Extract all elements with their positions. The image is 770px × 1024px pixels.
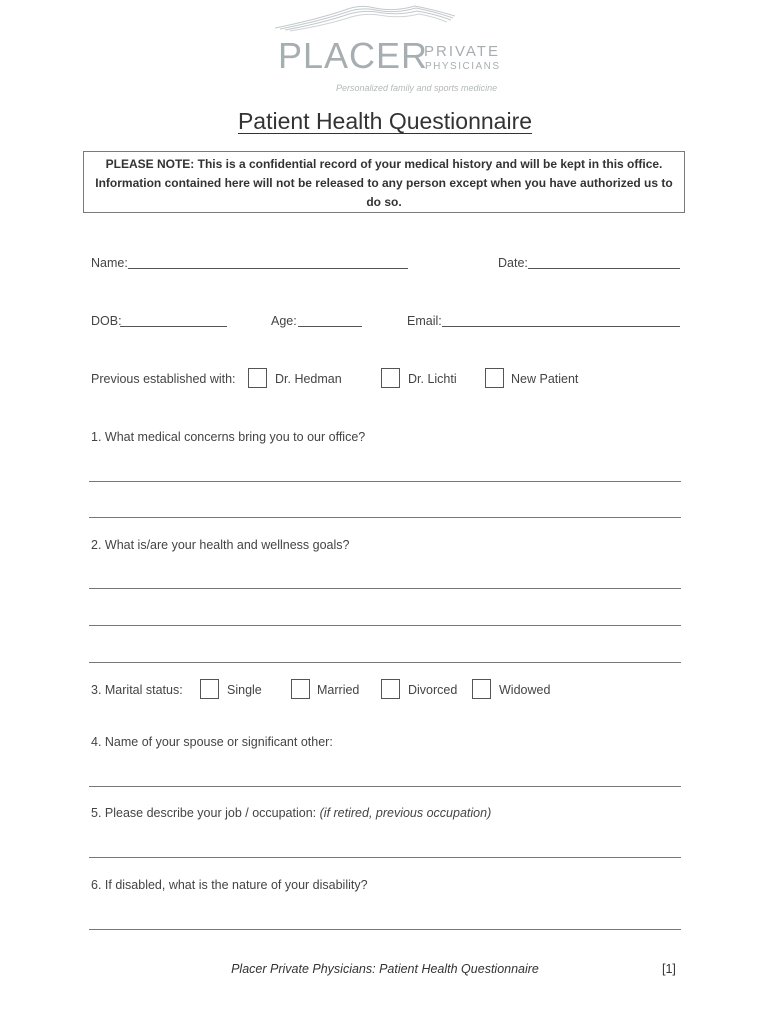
answer-line-q6[interactable]: [89, 929, 681, 930]
dr-hedman-checkbox[interactable]: [248, 368, 267, 388]
page-number: [1]: [662, 962, 676, 976]
new-patient-checkbox[interactable]: [485, 368, 504, 388]
date-label: Date:: [498, 256, 528, 270]
married-label: Married: [317, 683, 360, 697]
widowed-label: Widowed: [499, 683, 551, 697]
age-label: Age:: [271, 314, 297, 328]
answer-line-q2-3[interactable]: [89, 662, 681, 663]
answer-line-q4[interactable]: [89, 786, 681, 787]
answer-line-q5[interactable]: [89, 857, 681, 858]
divorced-label: Divorced: [408, 683, 458, 697]
new-patient-label: New Patient: [511, 372, 579, 386]
name-field[interactable]: [128, 255, 408, 269]
date-field[interactable]: [528, 255, 680, 269]
dob-label: DOB:: [91, 314, 122, 328]
question-4: 4. Name of your spouse or significant other:: [91, 735, 333, 749]
single-checkbox[interactable]: [200, 679, 219, 699]
answer-line-q2-1[interactable]: [89, 588, 681, 589]
age-field[interactable]: [298, 313, 362, 327]
previous-established-label: Previous established with:: [91, 372, 236, 386]
dr-hedman-label: Dr. Hedman: [275, 372, 342, 386]
page-footer: Placer Private Physicians: Patient Health Questionnaire: [231, 962, 539, 976]
email-label: Email:: [407, 314, 442, 328]
dob-field[interactable]: [120, 313, 227, 327]
dr-lichti-label: Dr. Lichti: [408, 372, 457, 386]
logo-tagline: Personalized family and sports medicine: [336, 83, 498, 93]
question-3: 3. Marital status:: [91, 683, 183, 697]
answer-line-q1-1[interactable]: [89, 481, 681, 482]
question-6: 6. If disabled, what is the nature of your disability?: [91, 878, 368, 892]
logo-mountains-graphic: [275, 2, 455, 32]
married-checkbox[interactable]: [291, 679, 310, 699]
question-5-text: 5. Please describe your job / occupation:: [91, 806, 317, 820]
widowed-checkbox[interactable]: [472, 679, 491, 699]
answer-line-q2-2[interactable]: [89, 625, 681, 626]
logo-private-text: PRIVATE: [424, 43, 500, 60]
page-title: Patient Health Questionnaire: [237, 108, 533, 134]
question-5-hint: (if retired, previous occupation): [319, 806, 492, 820]
logo-wordmark: PLACER: [278, 35, 429, 76]
answer-line-q1-2[interactable]: [89, 517, 681, 518]
name-label: Name:: [91, 256, 128, 270]
question-1: 1. What medical concerns bring you to our office?: [91, 430, 366, 444]
question-2: 2. What is/are your health and wellness goals?: [91, 538, 350, 552]
email-field[interactable]: [442, 313, 680, 327]
single-label: Single: [227, 683, 262, 697]
divorced-checkbox[interactable]: [381, 679, 400, 699]
confidential-notice: PLEASE NOTE: This is a confidential record of your medical history and will be kept in this office. Information contained here will not be released to any person except when you have authorized us to do so.: [83, 151, 685, 213]
dr-lichti-checkbox[interactable]: [381, 368, 400, 388]
question-5: [91, 805, 491, 821]
logo-physicians-text: PHYSICIANS: [425, 61, 501, 72]
